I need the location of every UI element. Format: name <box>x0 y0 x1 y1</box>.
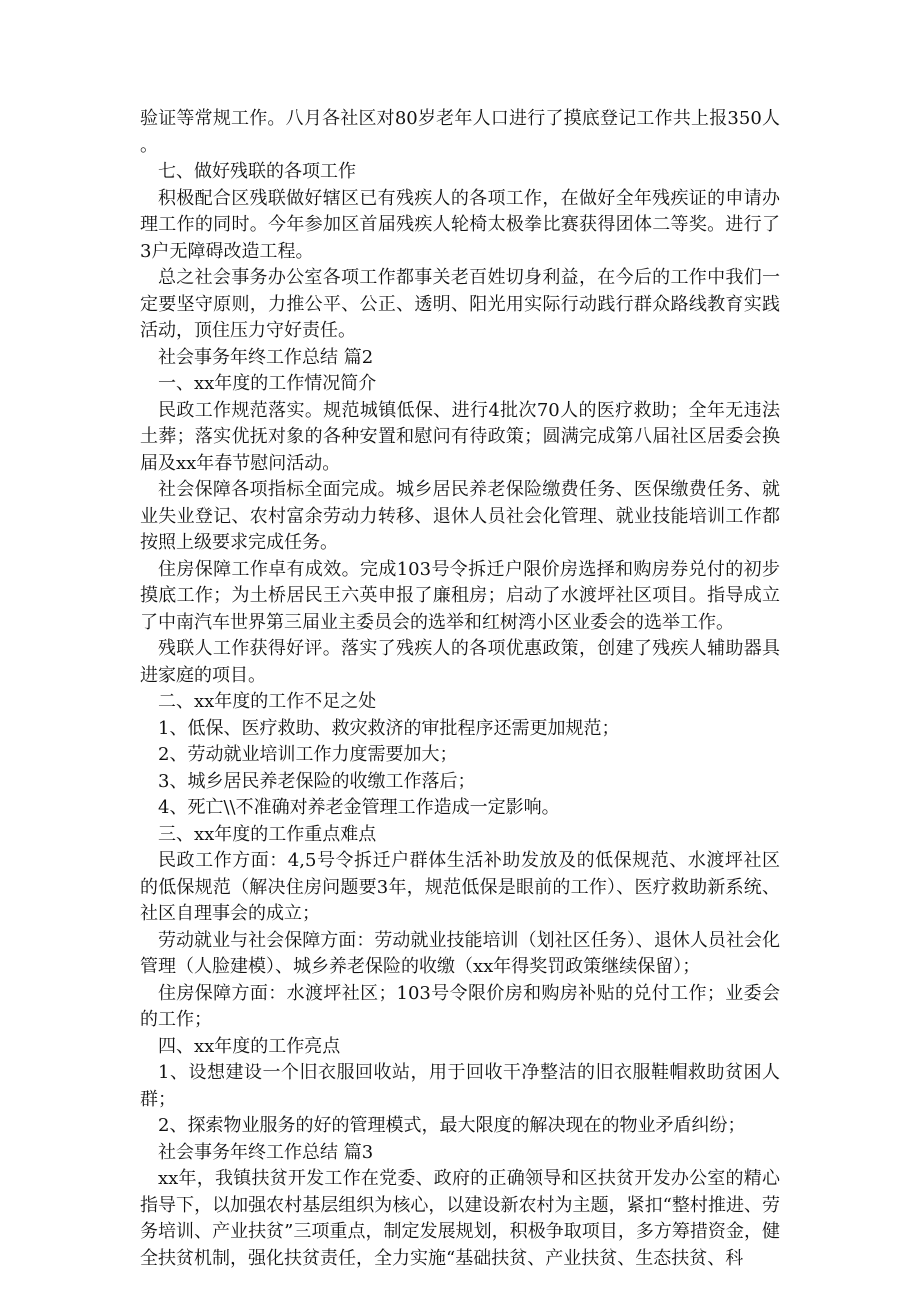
section-heading-1: 一、xx年度的工作情况简介 <box>158 373 377 394</box>
paragraph-3: 积极配合区残联做好辖区已有残疾人的各项工作，在做好全年残疾证的申请办理工作的同时。今年参加区首届残疾人轮椅太极拳比赛获得团体二等奖。进行了3户无障碍改造工程。 <box>140 187 780 262</box>
paragraph-24: xx年，我镇扶贫开发工作在党委、政府的正确领导和区扶贫开发办公室的精心指导下，以加强农村基层组织为核心，以建设新农村为主题，紧扣“整村推进、劳务培训、产业扶贫”三项重点，制定发展规划，积极争取项目，多方筹措资金，健全扶贫机制，强化扶贫责任，全力实施“基础扶贫、产业扶贫、生态扶贫、科 <box>140 1168 780 1269</box>
document-body <box>140 106 780 1272</box>
paragraph-4: 总之社会事务办公室各项工作都事关老百姓切身利益，在今后的工作中我们一定要坚守原则，力推公平、公正、透明、阳光用实际行动践行群众路线教育实践活动，顶住压力守好责任。 <box>140 267 780 341</box>
section-heading-4: 四、xx年度的工作亮点 <box>158 1035 341 1057</box>
paragraph-19: 住房保障方面：水渡坪社区；103号令限价房和购房补贴的兑付工作；业委会的工作； <box>140 982 780 1030</box>
paragraph-1: 验证等常规工作。八月各社区对80岁老年人口进行了摸底登记工作共上报350人。 <box>140 108 780 156</box>
section-heading-7: 七、做好残联的各项工作 <box>158 161 356 182</box>
list-item-3: 3、城乡居民养老保险的收缴工作落后； <box>158 770 476 792</box>
paragraph-8: 社会保障各项指标全面完成。城乡居民养老保险缴费任务、医保缴费任务、就业失业登记、农村富余劳动力转移、退休人员社会化管理、就业技能培训工作都按照上级要求完成任务。 <box>140 479 780 553</box>
article-title-2: 社会事务年终工作总结 篇2 <box>158 346 374 368</box>
article-title-3: 社会事务年终工作总结 篇3 <box>158 1141 374 1163</box>
list-item-2: 2、劳动就业培训工作力度需要加大； <box>158 744 458 765</box>
paragraph-7: 民政工作规范落实。规范城镇低保、进行4批次70人的医疗救助；全年无违法土葬；落实优抚对象的各种安置和慰问有待政策；圆满完成第八届社区居委会换届及xx年春节慰问活动。 <box>140 399 780 474</box>
paragraph-10: 残联人工作获得好评。落实了残疾人的各项优惠政策，创建了残疾人辅助器具进家庭的项目。 <box>140 638 780 686</box>
section-heading-3: 三、xx年度的工作重点难点 <box>158 823 377 845</box>
list-item-5: 1、设想建设一个旧衣服回收站，用于回收干净整洁的旧衣服鞋帽救助贫困人群； <box>140 1062 780 1110</box>
paragraph-9: 住房保障工作卓有成效。完成103号令拆迁户限价房选择和购房券兑付的初步摸底工作；为土桥居民王六英申报了廉租房；启动了水渡坪社区项目。指导成立了中南汽车世界第三届业主委员会的选举和红树湾小区业委会的选举工作。 <box>140 558 780 633</box>
list-item-6: 2、探索物业服务的好的管理模式，最大限度的解决现在的物业矛盾纠纷； <box>158 1115 746 1136</box>
paragraph-17: 民政工作方面：4,5号令拆迁户群体生活补助发放及的低保规范、水渡坪社区的低保规范（解决住房问题要3年，规范低保是眼前的工作）、医疗救助新系统、社区自理事会的成立； <box>140 850 780 924</box>
list-item-1: 1、低保、医疗救助、救灾救济的审批程序还需更加规范； <box>158 717 620 739</box>
section-heading-2: 二、xx年度的工作不足之处 <box>158 691 377 712</box>
paragraph-18: 劳动就业与社会保障方面：劳动就业技能培训（划社区任务）、退休人员社会化管理（人脸建模）、城乡养老保险的收缴（xx年得奖罚政策继续保留）； <box>140 929 780 977</box>
list-item-4: 4、死亡\\不准确对养老金管理工作造成一定影响。 <box>158 797 560 818</box>
